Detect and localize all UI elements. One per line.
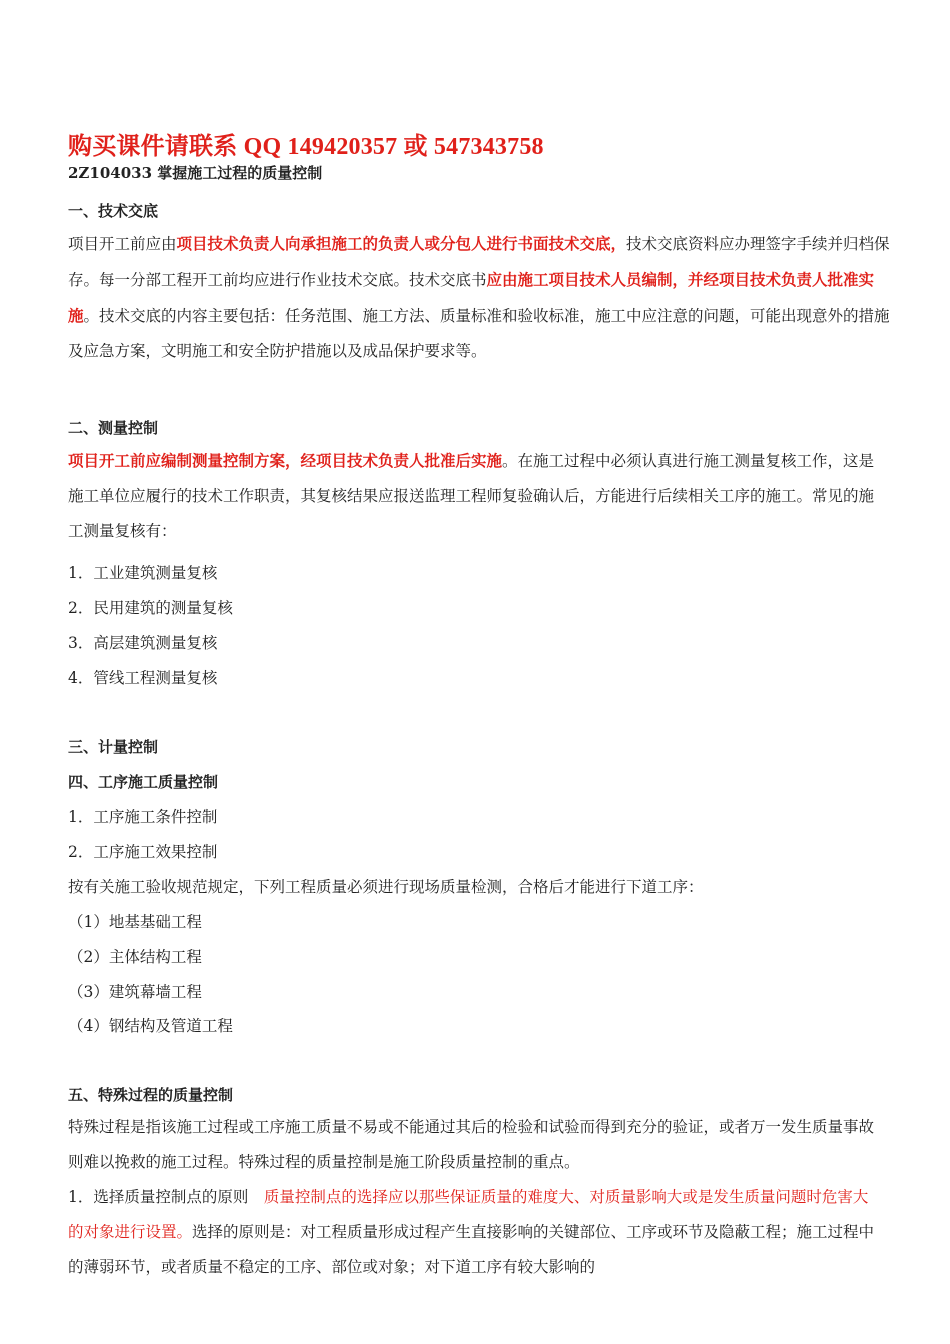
highlight-run: 质量控制点的选择应以那些保证质量的难度大、对质量影响大或是发生质量问题时危害大的对象进行设置。 (68, 1188, 869, 1241)
heading-process-quality-control: 四、工序施工质量控制 (68, 773, 219, 791)
sub-list-item: （3）建筑幕墙工程 (68, 983, 202, 1001)
list-item: 1．工序施工条件控制 (68, 808, 218, 826)
heading-metering-control: 三、计量控制 (68, 738, 159, 756)
text-run: 。技术交底的内容主要包括：任务范围、施工方法、质量标准和验收标准，施工中应注意的问题，可能出现意外的措施及应急方案，文明施工和安全防护措施以及成品保护要求等。 (68, 307, 890, 360)
list-item: 1．工业建筑测量复核 (68, 564, 218, 582)
list-intro: 按有关施工验收规范规定，下列工程质量必须进行现场质量检测，合格后才能进行下道工序： (68, 878, 704, 896)
text-run: 选择的原则是：对工程质量形成过程产生直接影响的关键部位、工序或环节及隐蔽工程；施工过程中的薄弱环节，或者质量不稳定的工序、部位或对象；对下道工序有较大影响的 (68, 1223, 875, 1276)
text-run: 技术交底资料应办理签字手续并归档保存。每一分部工程开工前均应进行作业技术交底。技术交底书 (68, 235, 890, 289)
paragraph-control-point-principle (68, 1180, 883, 1285)
list-item: 2．工序施工效果控制 (68, 843, 218, 861)
list-item: 3．高层建筑测量复核 (68, 634, 218, 652)
heading-special-process-control: 五、特殊过程的质量控制 (68, 1086, 234, 1104)
paragraph-measurement-control (68, 443, 883, 549)
paragraph-special-process: 特殊过程是指该施工过程或工序施工质量不易或不能通过其后的检验和试验而得到充分的验证，或者万一发生质量事故则难以挽救的施工过程。特殊过程的质量控制是施工阶段质量控制的重点。 (68, 1118, 875, 1171)
text-run: 。在施工过程中必须认真进行施工测量复核工作，这是施工单位应履行的技术工作职责，其复核结果应报送监理工程师复验确认后，方能进行后续相关工序的施工。常见的施工测量复核有： (68, 452, 875, 540)
section-code-title: 2Z104033 掌握施工过程的质量控制 (68, 164, 323, 182)
text-run: 1．选择质量控制点的原则 (68, 1188, 264, 1206)
sub-list-item: （1）地基基础工程 (68, 913, 202, 931)
sub-list-item: （2）主体结构工程 (68, 948, 202, 966)
highlight-run: 项目开工前应编制测量控制方案，经项目技术负责人批准后实施 (68, 451, 503, 470)
highlight-run: 应由施工项目技术人员编制，并经项目技术负责人批准实施 (68, 270, 875, 325)
highlight-run: 项目技术负责人向承担施工的负责人或分包人进行书面技术交底， (176, 234, 627, 253)
heading-measurement-control: 二、测量控制 (68, 419, 159, 437)
sub-list-item: （4）钢结构及管道工程 (68, 1017, 233, 1035)
text-run: 项目开工前应由 (68, 235, 177, 253)
contact-title: 购买课件请联系 QQ 149420357 或 547343758 (68, 134, 544, 160)
list-item: 2．民用建筑的测量复核 (68, 599, 233, 617)
list-item: 4．管线工程测量复核 (68, 669, 218, 687)
heading-technical-disclosure: 一、技术交底 (68, 202, 159, 220)
paragraph-technical-disclosure (68, 226, 890, 369)
